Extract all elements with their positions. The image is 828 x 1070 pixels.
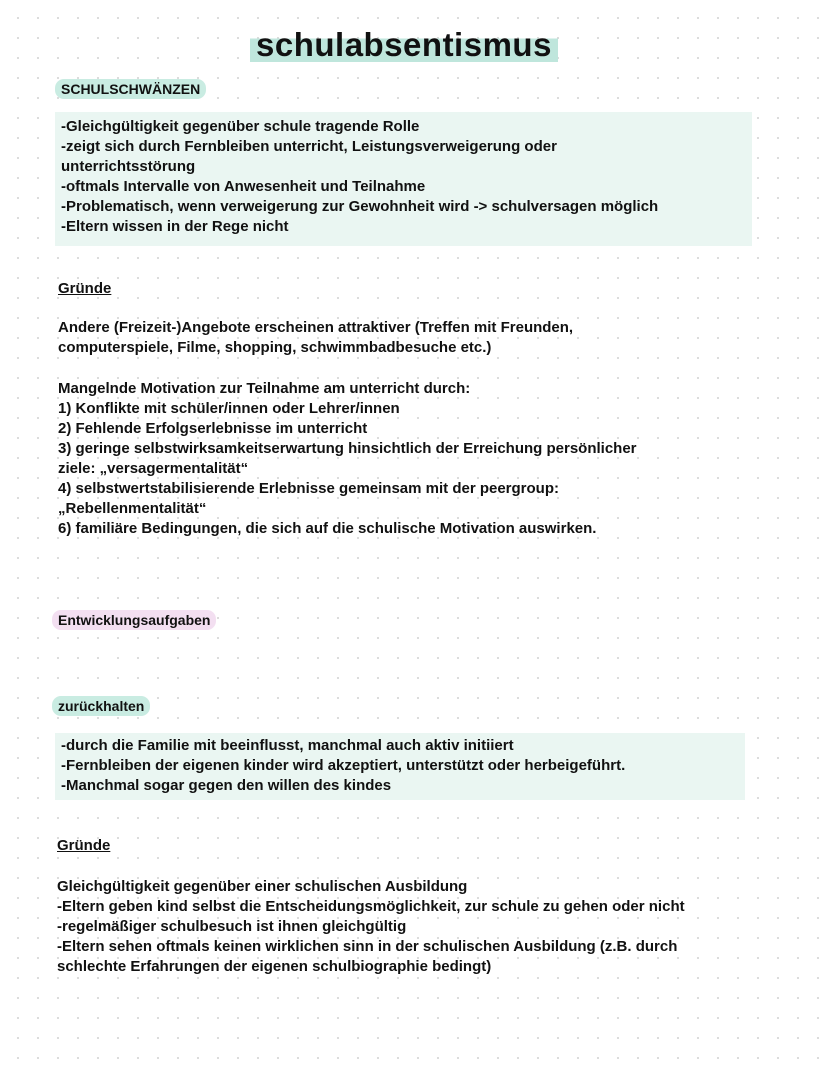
zurueckhalten-box [55, 733, 745, 800]
text-line: -Eltern geben kind selbst die Entscheidungsmöglichkeit, zur schule zu gehen oder nicht [57, 898, 685, 915]
text-line: unterrichtsstörung [61, 158, 196, 175]
text-line: „Rebellenmentalität“ [58, 500, 207, 517]
text-line: 1) Konflikte mit schüler/innen oder Lehrer/innen [58, 400, 400, 417]
section-heading-entwicklungsaufgaben: Entwicklungsaufgaben [52, 610, 216, 630]
reasons-list-2 [57, 877, 685, 977]
text-line: -Eltern wissen in der Rege nicht [61, 218, 289, 235]
text-line: -Gleichgültigkeit gegenüber schule tragende Rolle [61, 118, 420, 135]
text-line: -Problematisch, wenn verweigerung zur Gewohnheit wird -> schulversagen möglich [61, 198, 659, 215]
text-line: -Fernbleiben der eigenen kinder wird akzeptiert, unterstützt oder herbeigeführt. [61, 757, 626, 774]
reasons-intro [58, 318, 573, 358]
text-line: ziele: „versagermentalität“ [58, 460, 249, 477]
text-line: Mangelnde Motivation zur Teilnahme am unterricht durch: [58, 380, 471, 397]
text-line: 3) geringe selbstwirksamkeitserwartung hinsichtlich der Erreichung persönlicher [58, 440, 637, 457]
text-line: -regelmäßiger schulbesuch ist ihnen gleichgültig [57, 918, 407, 935]
page-title: schulabsentismus [250, 24, 558, 66]
reasons-list [58, 379, 637, 539]
text-line: -durch die Familie mit beeinflusst, manchmal auch aktiv initiiert [61, 737, 514, 754]
reasons-heading-2: Gründe [57, 837, 111, 854]
section-heading-schulschwaenzen: SCHULSCHWÄNZEN [55, 79, 206, 99]
text-line: -Manchmal sogar gegen den willen des kindes [61, 777, 392, 794]
text-line: 6) familiäre Bedingungen, die sich auf die schulische Motivation auswirken. [58, 520, 597, 537]
text-line: Gleichgültigkeit gegenüber einer schulischen Ausbildung [57, 878, 468, 895]
text-line: computerspiele, Filme, shopping, schwimmbadbesuche etc.) [58, 339, 492, 356]
text-line: -zeigt sich durch Fernbleiben unterricht, Leistungsverweigerung oder [61, 138, 557, 155]
text-line: Andere (Freizeit-)Angebote erscheinen attraktiver (Treffen mit Freunden, [58, 319, 574, 336]
text-line: schlechte Erfahrungen der eigenen schulbiographie bedingt) [57, 958, 492, 975]
reasons-heading: Gründe [58, 280, 112, 297]
text-line: -Eltern sehen oftmals keinen wirklichen sinn in der schulischen Ausbildung (z.B. durch [57, 938, 678, 955]
section-heading-zurueckhalten: zurückhalten [52, 696, 150, 716]
text-line: 2) Fehlende Erfolgserlebnisse im unterricht [58, 420, 368, 437]
text-line: -oftmals Intervalle von Anwesenheit und Teilnahme [61, 178, 426, 195]
text-line: 4) selbstwertstabilisierende Erlebnisse gemeinsam mit der peergroup: [58, 480, 559, 497]
schulschwaenzen-box [55, 112, 752, 246]
